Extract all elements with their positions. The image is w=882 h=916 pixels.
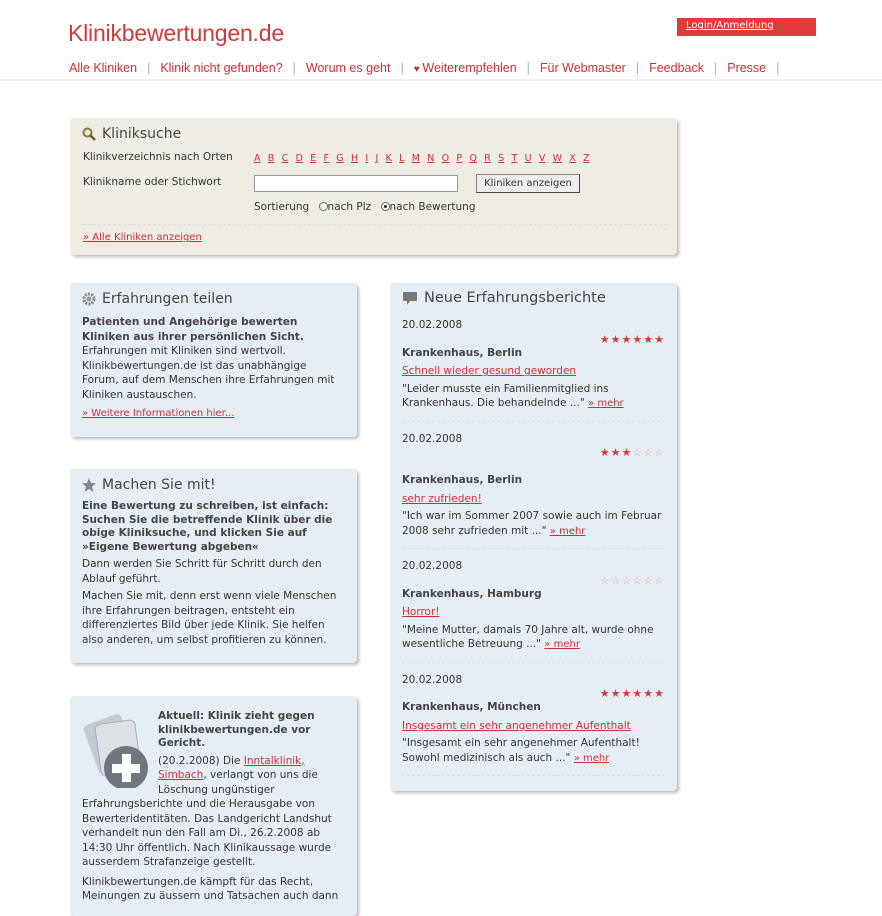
letter-link[interactable]: T bbox=[511, 153, 518, 164]
star-filled-icon: ★ bbox=[654, 332, 665, 346]
sort-label: Sortierung bbox=[254, 201, 310, 213]
star-filled-icon: ★ bbox=[610, 446, 622, 459]
divider bbox=[402, 421, 665, 422]
news-text: , verlangt von uns die Löschung ungünstiger Erfahrungsberichte und die Herausgabe von Bewerteridentitäten. Das Landgericht Landshut verhandelt nun den Fall am Di., 26.2.2008 ab 14:30 Uhr öffentlich. Nach Klinikaussage wurde ausserdem Strafanzeige gestellt. bbox=[82, 769, 332, 868]
star-empty-icon: ☆ bbox=[599, 573, 611, 587]
nav-separator: | bbox=[713, 61, 718, 75]
all-clinics-link[interactable]: » Alle Kliniken anzeigen bbox=[83, 232, 202, 243]
review-date: 20.02.2008 bbox=[402, 319, 463, 331]
letter-link[interactable]: G bbox=[336, 153, 344, 164]
letter-link[interactable]: F bbox=[323, 153, 329, 164]
review-excerpt: "Leider musste ein Familienmitglied ins Krankenhaus. Die behandelnde ..." bbox=[402, 382, 609, 409]
news-text: (20.2.2008) Die bbox=[158, 754, 244, 767]
letter-link[interactable]: R bbox=[484, 153, 491, 164]
review-clinic: Krankenhaus, Berlin bbox=[402, 474, 523, 486]
nav-item-label: Weiterempfehlen bbox=[422, 61, 517, 75]
star-empty-icon: ☆ bbox=[632, 573, 644, 587]
review-item bbox=[390, 318, 677, 422]
review-excerpt: "Ich war im Sommer 2007 sowie auch im Februar 2008 sehr zufrieden mit ..." bbox=[402, 510, 662, 537]
letter-link[interactable]: X bbox=[569, 153, 576, 164]
letter-link[interactable]: C bbox=[281, 153, 289, 164]
review-date: 20.02.2008 bbox=[402, 432, 463, 445]
join-heading bbox=[82, 477, 345, 493]
letter-index bbox=[254, 152, 597, 164]
more-info-link[interactable]: » Weitere Informationen hier... bbox=[82, 408, 235, 419]
sort-rating-radio[interactable] bbox=[381, 202, 390, 211]
divider bbox=[402, 775, 665, 776]
review-headline-link[interactable]: sehr zufrieden! bbox=[402, 492, 482, 505]
join-text-1: Dann werden Sie Schritt für Schritt durch den Ablauf geführt. bbox=[82, 558, 322, 585]
nav-item[interactable] bbox=[296, 61, 404, 75]
star-filled-icon: ★ bbox=[621, 332, 633, 346]
letter-link[interactable]: S bbox=[498, 153, 505, 164]
rating-stars bbox=[402, 687, 665, 700]
nav-item-label: Alle Kliniken bbox=[69, 61, 138, 75]
star-empty-icon: ☆ bbox=[654, 573, 665, 587]
review-headline-link[interactable]: Schnell wieder gesund geworden bbox=[402, 365, 577, 377]
review-clinic: Krankenhaus, München bbox=[402, 701, 541, 713]
nav-item[interactable] bbox=[69, 61, 147, 75]
nav-item-label: Presse bbox=[727, 61, 767, 75]
nav-item[interactable] bbox=[404, 61, 527, 75]
nav-item-label: Worum es geht bbox=[305, 61, 391, 75]
star-empty-icon: ☆ bbox=[643, 446, 655, 459]
review-clinic: Krankenhaus, Berlin bbox=[402, 346, 523, 359]
search-heading bbox=[82, 126, 181, 142]
letter-link[interactable]: L bbox=[399, 153, 405, 164]
letter-link[interactable]: A bbox=[254, 153, 261, 164]
star-filled-icon: ★ bbox=[599, 332, 611, 346]
login-button[interactable] bbox=[677, 18, 816, 36]
letter-link[interactable]: V bbox=[538, 153, 546, 164]
divider bbox=[0, 79, 882, 81]
divider bbox=[402, 548, 665, 549]
letter-link[interactable]: M bbox=[411, 153, 420, 164]
reviews-heading bbox=[390, 290, 677, 306]
share-lead: Patienten und Angehörige bewerten Kliniken aus ihrer persönlichen Sicht. bbox=[82, 316, 304, 343]
divider bbox=[83, 224, 667, 225]
more-link[interactable]: » mehr bbox=[544, 639, 580, 650]
star-filled-icon: ★ bbox=[599, 687, 611, 700]
star-filled-icon: ★ bbox=[610, 687, 622, 700]
letter-link[interactable]: W bbox=[552, 153, 563, 164]
letter-link[interactable]: O bbox=[441, 153, 450, 164]
sort-options bbox=[254, 201, 476, 213]
nav-item[interactable] bbox=[639, 61, 714, 75]
nav-separator: | bbox=[526, 61, 530, 75]
star-empty-icon: ☆ bbox=[654, 446, 665, 459]
nav-item[interactable] bbox=[530, 61, 636, 75]
more-link[interactable]: » mehr bbox=[588, 398, 624, 409]
star-filled-icon: ★ bbox=[643, 687, 655, 700]
reviews-panel bbox=[390, 283, 677, 791]
review-item bbox=[390, 559, 677, 663]
letter-link[interactable]: N bbox=[427, 153, 435, 164]
more-link[interactable]: » mehr bbox=[549, 525, 586, 537]
search-title: Kliniksuche bbox=[102, 126, 182, 142]
search-icon bbox=[82, 127, 96, 141]
rating-stars bbox=[402, 446, 665, 459]
speech-bubble-icon bbox=[402, 291, 418, 306]
review-item bbox=[390, 673, 677, 777]
star-filled-icon: ★ bbox=[643, 332, 655, 346]
main-nav bbox=[69, 61, 779, 75]
nav-item[interactable] bbox=[150, 61, 292, 75]
news-panel bbox=[70, 696, 357, 916]
star-filled-icon: ★ bbox=[621, 687, 633, 700]
gear-icon bbox=[82, 292, 96, 306]
nav-item-label: Für Webmaster bbox=[539, 61, 626, 75]
review-excerpt: "Meine Mutter, damals 70 Jahre alt, wurde ohne wesentliche Betreuung ..." bbox=[402, 623, 654, 650]
letter-link[interactable]: Q bbox=[469, 153, 477, 164]
logo[interactable]: Klinikbewertungen.de bbox=[68, 20, 284, 46]
join-title: Machen Sie mit! bbox=[102, 477, 216, 493]
sort-plz-radio[interactable] bbox=[319, 202, 328, 211]
star-filled-icon: ★ bbox=[654, 687, 665, 700]
letter-link[interactable]: P bbox=[456, 153, 463, 164]
star-empty-icon: ☆ bbox=[632, 446, 644, 459]
review-clinic: Krankenhaus, Hamburg bbox=[402, 587, 542, 600]
sort-rating-label[interactable]: nach Bewertung bbox=[389, 201, 476, 213]
star-filled-icon: ★ bbox=[632, 687, 644, 700]
inntalklinik-link[interactable]: Inntalklinik, Simbach bbox=[158, 754, 305, 781]
clinic-cross-icon bbox=[82, 712, 154, 788]
join-panel bbox=[70, 469, 357, 663]
nav-item-label: Klinik nicht gefunden? bbox=[160, 61, 283, 75]
news-text-2: Klinikbewertungen.de kämpft für das Recht, Meinungen zu äussern und Tatsachen auch dann bbox=[82, 875, 339, 902]
star-filled-icon: ★ bbox=[610, 332, 622, 346]
share-text: Erfahrungen mit Kliniken sind wertvoll. Klinikbewertungen.de ist das unabhängige Forum, auf dem Menschen ihre Erfahrungen mit Kliniken austauschen. bbox=[82, 345, 335, 401]
letter-link[interactable]: E bbox=[310, 153, 317, 164]
nav-item[interactable] bbox=[717, 61, 776, 75]
login-link[interactable]: Login/Anmeldung bbox=[686, 20, 774, 31]
nav-separator: | bbox=[292, 61, 296, 75]
nav-separator: | bbox=[147, 61, 151, 75]
star-filled-icon: ★ bbox=[599, 446, 611, 459]
news-title: Aktuell: Klinik zieht gegen klinikbewertungen.de vor Gericht. bbox=[158, 710, 315, 749]
heart-icon: ♥ bbox=[413, 64, 423, 75]
nav-item-label: Feedback bbox=[649, 61, 704, 75]
nav-separator: | bbox=[635, 61, 640, 75]
divider bbox=[402, 662, 665, 663]
review-date: 20.02.2008 bbox=[402, 560, 463, 572]
star-filled-icon: ★ bbox=[632, 332, 644, 346]
join-lead: Eine Bewertung zu schreiben, ist einfach: Suchen Sie die betreffende Klinik über die obige Kliniksuche, und klicken Sie auf »Eigene Bewertung abgeben« bbox=[82, 500, 333, 553]
show-clinics-button[interactable]: Kliniken anzeigen bbox=[476, 174, 580, 193]
star-empty-icon: ☆ bbox=[621, 573, 633, 587]
star-empty-icon: ☆ bbox=[610, 573, 622, 587]
star-empty-icon: ☆ bbox=[643, 573, 655, 587]
sort-plz-label[interactable]: nach Plz bbox=[327, 201, 372, 213]
clinic-search-panel bbox=[70, 118, 677, 255]
directory-label: Klinikverzeichnis nach Orten bbox=[83, 151, 233, 163]
nav-separator: | bbox=[776, 61, 780, 75]
letter-link[interactable]: J bbox=[375, 153, 379, 164]
rating-stars bbox=[402, 574, 665, 587]
share-panel bbox=[70, 283, 357, 437]
keyword-input[interactable] bbox=[254, 175, 458, 192]
keyword-label: Klinikname oder Stichwort bbox=[83, 176, 222, 188]
review-item bbox=[390, 432, 677, 550]
share-title: Erfahrungen teilen bbox=[102, 291, 233, 307]
nav-separator: | bbox=[400, 61, 404, 75]
review-headline-link[interactable]: Insgesamt ein sehr angenehmer Aufenthalt bbox=[402, 719, 631, 732]
letter-link[interactable]: B bbox=[267, 153, 275, 164]
letter-link[interactable]: Z bbox=[583, 153, 590, 164]
more-link[interactable]: » mehr bbox=[573, 752, 610, 764]
reviews-title: Neue Erfahrungsberichte bbox=[424, 290, 606, 306]
letter-link[interactable]: I bbox=[365, 153, 369, 164]
join-text-2: Machen Sie mit, denn erst wenn viele Menschen ihre Erfahrungen beitragen, entsteht ein differenziertes Bild über jede Klinik. Sie helfen also anderen, um selbst profitieren zu können. bbox=[82, 590, 337, 646]
review-excerpt: "Insgesamt ein sehr angenehmer Aufenthalt! Sowohl medizinisch als auch ..." bbox=[402, 737, 640, 764]
star-filled-icon: ★ bbox=[621, 446, 633, 459]
letter-link[interactable]: D bbox=[295, 153, 303, 164]
rating-stars bbox=[402, 333, 665, 346]
letter-link[interactable]: U bbox=[524, 153, 532, 164]
star-icon bbox=[82, 478, 96, 492]
letter-link[interactable]: H bbox=[350, 153, 359, 164]
letter-link[interactable]: K bbox=[385, 153, 392, 164]
review-date: 20.02.2008 bbox=[402, 673, 463, 686]
share-heading bbox=[82, 291, 345, 307]
review-headline-link[interactable]: Horror! bbox=[402, 606, 440, 618]
